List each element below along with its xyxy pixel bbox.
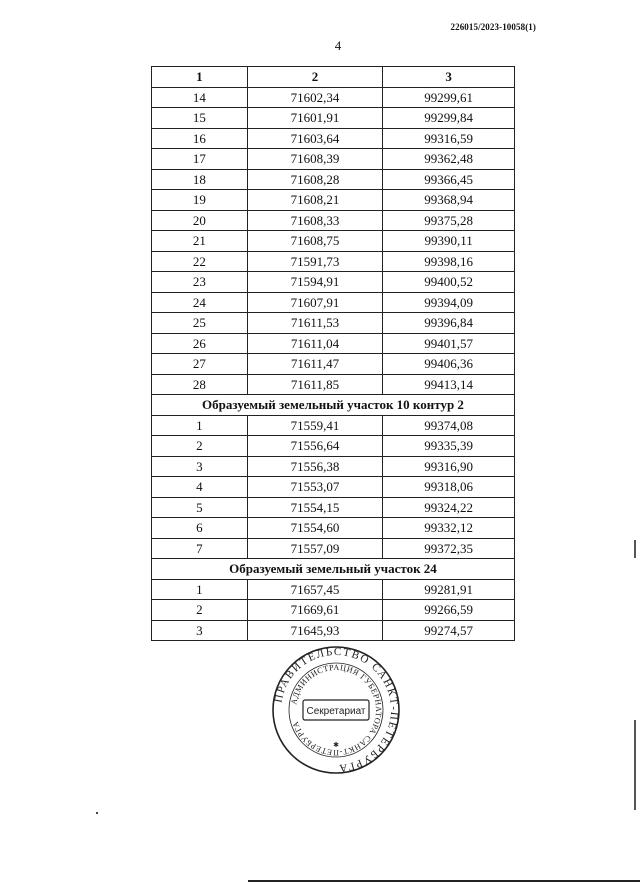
y-coordinate-cell: 99299,84 [383,108,515,129]
point-number-cell: 2 [152,600,248,621]
table-row [152,210,515,231]
stamp-inner-text: АДМИНИСТРАЦИЯ ГУБЕРНАТОРА САНКТ-ПЕТЕРБУРГА [289,662,384,758]
y-coordinate-cell: 99362,48 [383,149,515,170]
y-coordinate-cell: 99396,84 [383,313,515,334]
point-number-cell: 18 [152,169,248,190]
stamp-outer-text: ПРАВИТЕЛЬСТВО САНКТ-ПЕТЕРБУРГА [272,646,400,774]
y-coordinate-cell: 99413,14 [383,374,515,395]
y-coordinate-cell: 99274,57 [383,620,515,641]
table-header-row [152,67,515,88]
point-number-cell: 6 [152,518,248,539]
table-row [152,231,515,252]
point-number-cell: 21 [152,231,248,252]
x-coordinate-cell: 71553,07 [247,477,383,498]
column-header: 1 [152,67,248,88]
y-coordinate-cell: 99266,59 [383,600,515,621]
table-row [152,251,515,272]
y-coordinate-cell: 99374,08 [383,415,515,436]
table-row [152,538,515,559]
point-number-cell: 20 [152,210,248,231]
official-stamp [272,646,400,774]
point-number-cell: 15 [152,108,248,129]
table-row [152,272,515,293]
y-coordinate-cell: 99400,52 [383,272,515,293]
table-row [152,374,515,395]
section-title: Образуемый земельный участок 24 [152,559,515,580]
document-number: 226015/2023-10058(1) [450,22,536,32]
section-title: Образуемый земельный участок 10 контур 2 [152,395,515,416]
table-row [152,128,515,149]
y-coordinate-cell: 99375,28 [383,210,515,231]
x-coordinate-cell: 71657,45 [247,579,383,600]
point-number-cell: 26 [152,333,248,354]
table-row [152,620,515,641]
table-row [152,149,515,170]
x-coordinate-cell: 71645,93 [247,620,383,641]
x-coordinate-cell: 71554,60 [247,518,383,539]
x-coordinate-cell: 71608,39 [247,149,383,170]
x-coordinate-cell: 71601,91 [247,108,383,129]
point-number-cell: 4 [152,477,248,498]
table-body [152,87,515,641]
point-number-cell: 5 [152,497,248,518]
x-coordinate-cell: 71608,33 [247,210,383,231]
y-coordinate-cell: 99390,11 [383,231,515,252]
column-header: 2 [247,67,383,88]
y-coordinate-cell: 99372,35 [383,538,515,559]
section-row [152,395,515,416]
point-number-cell: 27 [152,354,248,375]
scan-edge-mark [634,540,636,558]
x-coordinate-cell: 71591,73 [247,251,383,272]
y-coordinate-cell: 99324,22 [383,497,515,518]
x-coordinate-cell: 71559,41 [247,415,383,436]
x-coordinate-cell: 71594,91 [247,272,383,293]
point-number-cell: 7 [152,538,248,559]
scan-edge-mark [634,720,636,810]
point-number-cell: 14 [152,87,248,108]
y-coordinate-cell: 99401,57 [383,333,515,354]
table-row [152,87,515,108]
table-row [152,190,515,211]
y-coordinate-cell: 99394,09 [383,292,515,313]
x-coordinate-cell: 71608,28 [247,169,383,190]
point-number-cell: 1 [152,415,248,436]
table-row [152,518,515,539]
section-row [152,559,515,580]
y-coordinate-cell: 99318,06 [383,477,515,498]
y-coordinate-cell: 99332,12 [383,518,515,539]
x-coordinate-cell: 71611,85 [247,374,383,395]
table-row [152,477,515,498]
page-number: 4 [334,38,342,53]
scan-bottom-line [248,880,640,882]
y-coordinate-cell: 99316,59 [383,128,515,149]
table-row [152,354,515,375]
y-coordinate-cell: 99316,90 [383,456,515,477]
x-coordinate-cell: 71557,09 [247,538,383,559]
table-row [152,579,515,600]
point-number-cell: 28 [152,374,248,395]
table-row [152,497,515,518]
y-coordinate-cell: 99398,16 [383,251,515,272]
table-row [152,292,515,313]
y-coordinate-cell: 99366,45 [383,169,515,190]
point-number-cell: 25 [152,313,248,334]
y-coordinate-cell: 99281,91 [383,579,515,600]
table-row [152,456,515,477]
y-coordinate-cell: 99406,36 [383,354,515,375]
column-header: 3 [383,67,515,88]
table-row [152,313,515,334]
scan-speck [96,812,98,814]
point-number-cell: 1 [152,579,248,600]
point-number-cell: 2 [152,436,248,457]
point-number-cell: 22 [152,251,248,272]
table-row [152,600,515,621]
x-coordinate-cell: 71611,53 [247,313,383,334]
x-coordinate-cell: 71554,15 [247,497,383,518]
x-coordinate-cell: 71669,61 [247,600,383,621]
coordinates-table [151,66,515,641]
point-number-cell: 3 [152,620,248,641]
stamp-center-text: Секретариат [306,706,366,717]
point-number-cell: 19 [152,190,248,211]
y-coordinate-cell: 99335,39 [383,436,515,457]
point-number-cell: 24 [152,292,248,313]
table-row [152,169,515,190]
table-row [152,108,515,129]
table-row [152,333,515,354]
stamp-star-icon: ✱ [333,741,339,749]
x-coordinate-cell: 71603,64 [247,128,383,149]
y-coordinate-cell: 99299,61 [383,87,515,108]
x-coordinate-cell: 71556,38 [247,456,383,477]
point-number-cell: 17 [152,149,248,170]
x-coordinate-cell: 71611,47 [247,354,383,375]
point-number-cell: 16 [152,128,248,149]
table-row [152,436,515,457]
x-coordinate-cell: 71602,34 [247,87,383,108]
table-row [152,415,515,436]
point-number-cell: 23 [152,272,248,293]
x-coordinate-cell: 71611,04 [247,333,383,354]
x-coordinate-cell: 71607,91 [247,292,383,313]
x-coordinate-cell: 71556,64 [247,436,383,457]
x-coordinate-cell: 71608,75 [247,231,383,252]
point-number-cell: 3 [152,456,248,477]
y-coordinate-cell: 99368,94 [383,190,515,211]
x-coordinate-cell: 71608,21 [247,190,383,211]
